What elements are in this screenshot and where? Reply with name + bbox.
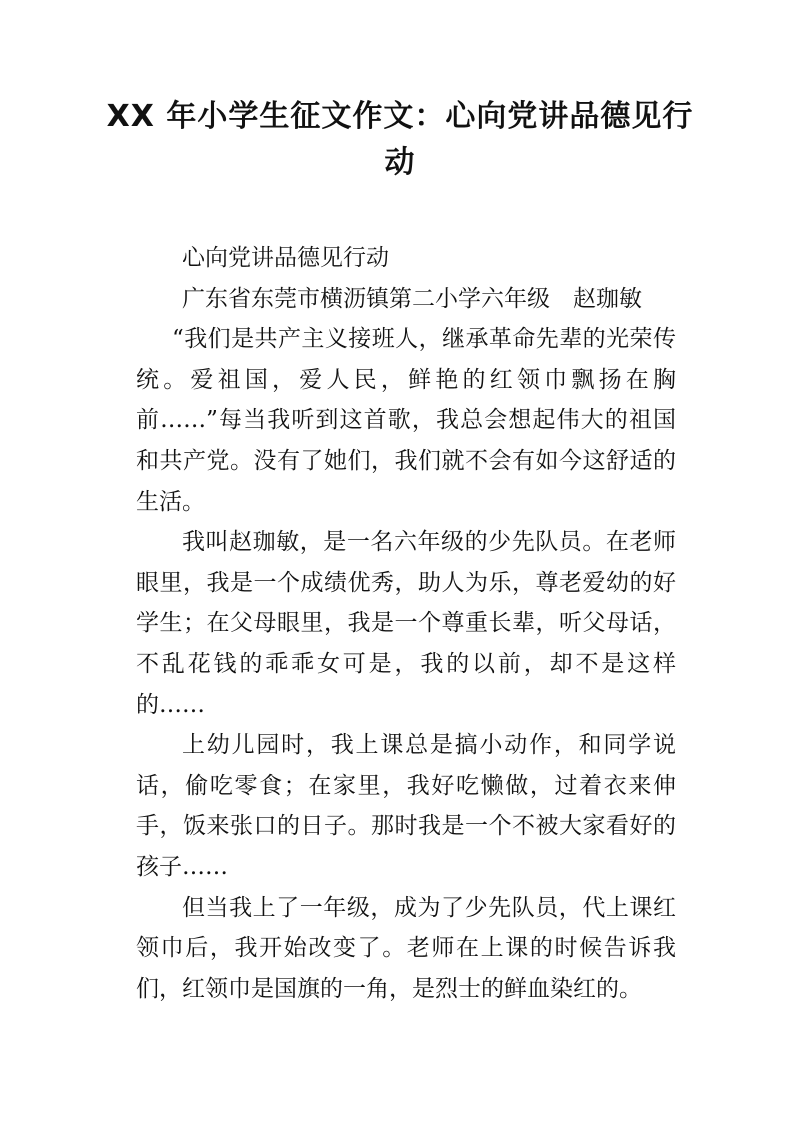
document-body [136, 238, 676, 1009]
subtitle: 心向党讲品德见行动 [182, 245, 389, 271]
document-title: XX 年小学生征文作文：心向党讲品德见行动 [106, 99, 694, 180]
paragraph: 但当我上了一年级，成为了少先队员，代上课红领巾后，我开始改变了。老师在上课的时候告诉我们，红领巾是国旗的一角，是烈士的鲜血染红的。 [136, 894, 676, 1002]
paragraph: “我们是共产主义接班人，继承革命先辈的光荣传统。爱祖国，爱人民，鲜艳的红领巾飘扬在胸前……”每当我听到这首歌，我总会想起伟大的祖国和共产党。没有了她们，我们就不会有如今这舒适的生活。 [136, 326, 676, 515]
author-line: 广东省东莞市横沥镇第二小学六年级 赵珈敏 [182, 285, 642, 312]
paragraph: 上幼儿园时，我上课总是搞小动作，和同学说话，偷吃零食；在家里，我好吃懒做，过着衣来伸手，饭来张口的日子。那时我是一个不被大家看好的孩子…… [136, 732, 676, 880]
paragraph: 我叫赵珈敏，是一名六年级的少先队员。在老师眼里，我是一个成绩优秀，助人为乐，尊老爱幼的好学生；在父母眼里，我是一个尊重长辈，听父母话，不乱花钱的乖乖女可是，我的以前，却不是这样的…… [136, 529, 676, 718]
